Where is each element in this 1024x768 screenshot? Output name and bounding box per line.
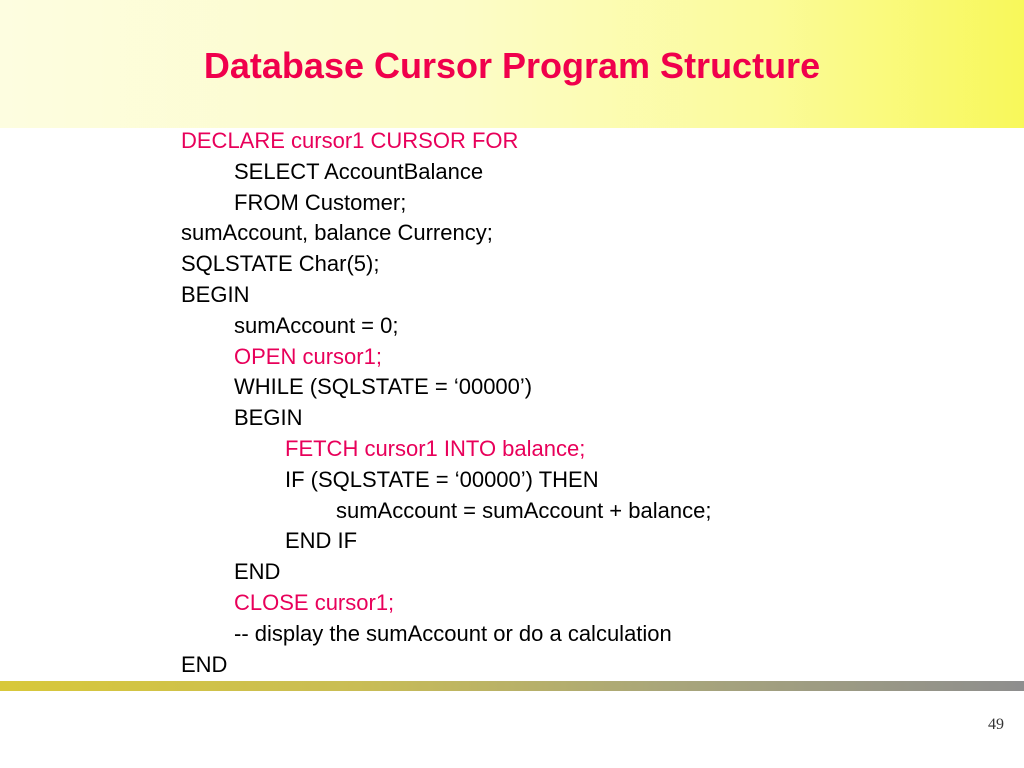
code-listing [181, 126, 711, 680]
footer-bar [0, 681, 1024, 691]
code-line: OPEN cursor1; [234, 343, 382, 369]
code-line: sumAccount, balance Currency; [181, 220, 493, 246]
code-line: DECLARE cursor1 CURSOR FOR [181, 128, 519, 153]
code-line: FROM Customer; [234, 189, 407, 215]
slide-title: Database Cursor Program Structure [203, 45, 821, 86]
code-line: FETCH cursor1 INTO balance; [285, 435, 586, 461]
code-line: sumAccount = sumAccount + balance; [336, 497, 712, 523]
code-line: SQLSTATE Char(5); [181, 251, 380, 277]
code-line: END [234, 559, 281, 585]
code-line: SELECT AccountBalance [234, 158, 484, 184]
code-line: BEGIN [181, 281, 250, 307]
page-number: 49 [988, 716, 1004, 733]
code-line: sumAccount = 0; [234, 312, 399, 338]
code-line: WHILE (SQLSTATE = ‘00000’) [234, 374, 533, 400]
code-line: -- display the sumAccount or do a calculation [234, 620, 672, 646]
code-line: CLOSE cursor1; [234, 589, 395, 615]
code-line: END IF [285, 528, 358, 554]
code-line: IF (SQLSTATE = ‘00000’) THEN [285, 466, 599, 492]
code-line: BEGIN [234, 405, 303, 431]
code-line: END [181, 651, 228, 677]
